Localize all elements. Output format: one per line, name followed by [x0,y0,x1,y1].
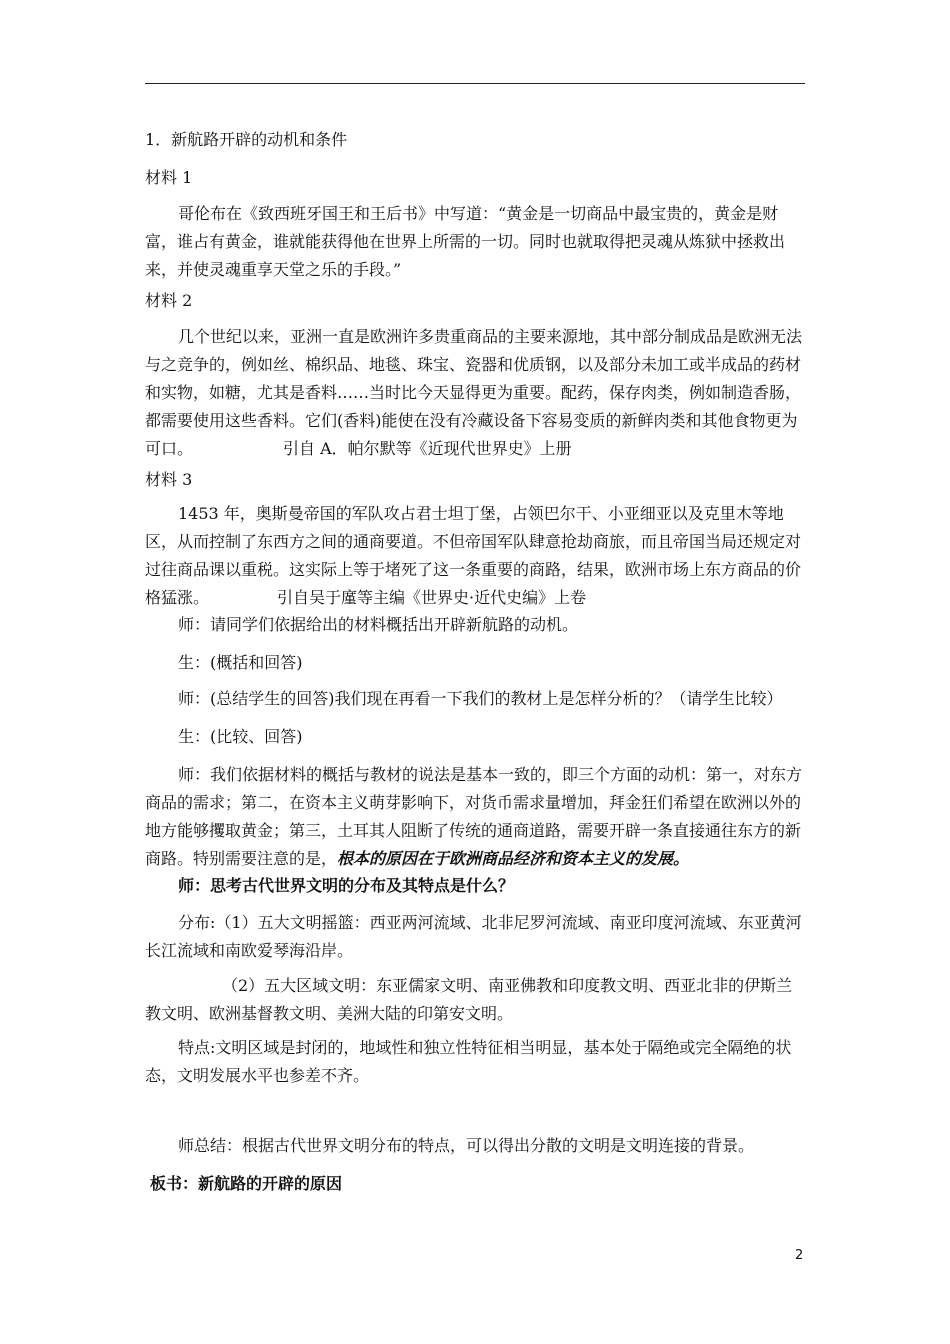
page-number: 2 [795,1248,804,1263]
material-3-body: 1453 年，奥斯曼帝国的军队攻占君士坦丁堡，占领巴尔干、小亚细亚以及克里木等地区，从而控制了东西方之间的通商要道。不但帝国军队肆意抢劫商旅，而且帝国当局还规定对过往商品课以重税。这实际上等于堵死了这一条重要的商路，结果，欧洲市场上东方商品的价格猛涨。 [145,504,802,607]
features: 特点:文明区域是封闭的，地域性和独立性特征相当明显，基本处于隔绝或完全隔绝的状态，文明发展水平也参差不齐。 [145,1038,792,1085]
material-2-text [145,323,807,463]
header-rule [145,83,805,84]
material-2-source: 引自 A．帕尔默等《近现代世界史》上册 [283,439,572,458]
material-3-source: 引自吴于廑等主编《世界史·近代史编》上卷 [277,588,587,607]
teacher-3-emphasis: 根本的原因在于欧洲商品经济和资本主义的发展。 [337,849,690,868]
distribution-2: （2）五大区域文明：东亚儒家文明、南亚佛教和印度教文明、西亚北非的伊斯兰教文明、欧洲基督教文明、美洲大陆的印第安文明。 [145,976,793,1023]
dialogue-teacher-3 [145,761,807,873]
material-1-label: 材料 1 [145,168,193,187]
dialogue-student-1: 生：(概括和回答) [178,653,303,672]
material-1-text: 哥伦布在《致西班牙国王和王后书》中写道：“黄金是一切商品中最宝贵的，黄金是财富，谁占有黄金，谁就能获得他在世界上所需的一切。同时也就取得把灵魂从炼狱中拯救出来，并使灵魂重享天堂之乐的手段。” [145,204,786,279]
question-line: 师：思考古代世界文明的分布及其特点是什么？ [178,876,515,895]
dialogue-teacher-1: 师：请同学们依据给出的材料概括出开辟新航路的动机。 [178,615,579,634]
distribution-1: 分布:（1）五大文明摇篮：西亚两河流域、北非尼罗河流域、南亚印度河流域、东亚黄河长江流域和南欧爱琴海沿岸。 [145,913,802,960]
material-3-text [145,500,807,612]
section-heading: 1．新航路开辟的动机和条件 [145,130,348,149]
material-2-body: 几个世纪以来，亚洲一直是欧洲许多贵重商品的主要来源地，其中部分制成品是欧洲无法与之竞争的，例如丝、棉织品、地毯、珠宝、瓷器和优质钢，以及部分未加工或半成品的药材和实物，如糖，尤其是香料……当时比今天显得更为重要。配药，保存肉类，例如制造香肠，都需要使用这些香料。它们(香料)能使在没有冷藏设备下容易变质的新鲜肉类和其他食物更为可口。 [145,327,803,458]
teacher-summary: 师总结：根据古代世界文明分布的特点，可以得出分散的文明是文明连接的背景。 [178,1136,755,1155]
material-3-label: 材料 3 [145,470,193,489]
dialogue-teacher-2: 师：(总结学生的回答)我们现在再看一下我们的教材上是怎样分析的？（请学生比较） [178,689,783,708]
material-2-label: 材料 2 [145,291,193,310]
dialogue-student-2: 生：(比较、回答) [178,727,303,746]
teacher-3-text: 师：我们依据材料的概括与教材的说法是基本一致的，即三个方面的动机：第一，对东方商品的需求；第二，在资本主义萌芽影响下，对货币需求量增加，拜金狂们希望在欧洲以外的地方能够攫取黄金；第三，土耳其人阻断了传统的通商道路，需要开辟一条直接通往东方的新商路。特别需要注意的是， [145,765,803,868]
board-note: 板书：新航路的开辟的原因 [150,1174,343,1193]
